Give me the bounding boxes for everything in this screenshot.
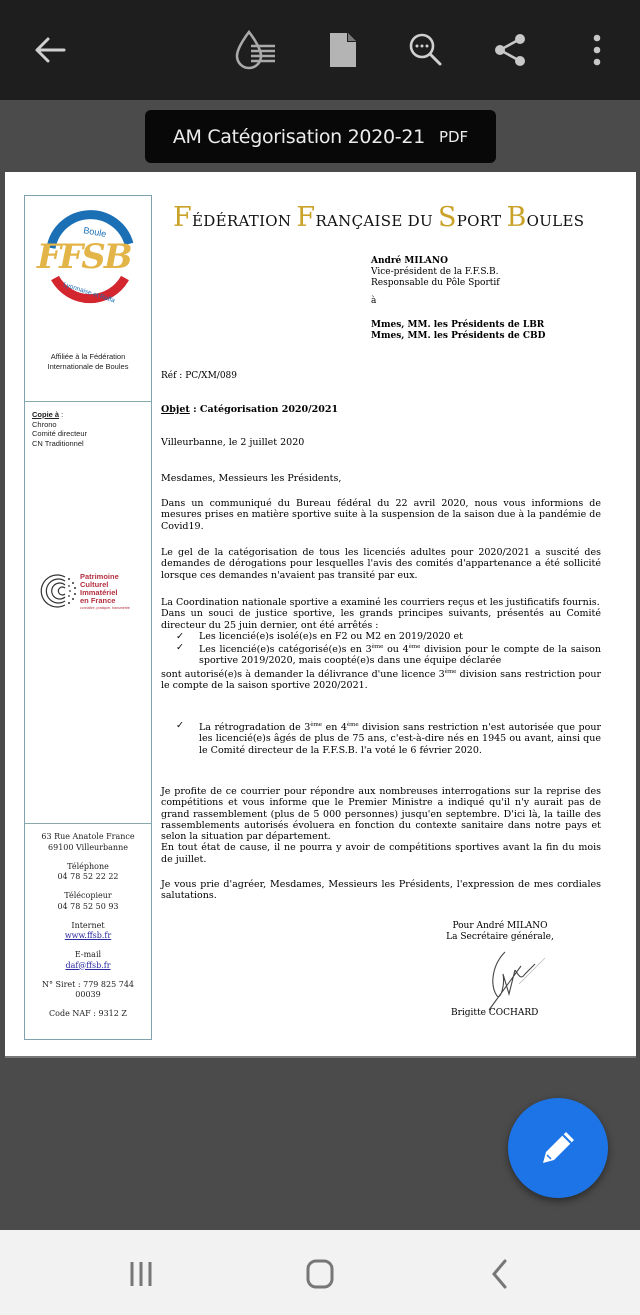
- bullet-item: [161, 631, 601, 642]
- system-back-button[interactable]: [475, 1252, 525, 1296]
- copy-item: Chrono: [32, 419, 57, 429]
- title-word: OULES: [526, 212, 585, 230]
- paragraph-closing: Je vous prie d'agréer, Mesdames, Messieurs les Présidents, l'expression de mes cordiales salutations.: [161, 879, 601, 902]
- paragraph-principles: [161, 597, 601, 691]
- reference: Réf : PC/XM/089: [161, 371, 237, 381]
- heritage-line: en France: [80, 596, 116, 605]
- title-initial: F: [173, 202, 193, 233]
- subject-text: : Catégorisation 2020/2021: [189, 404, 339, 415]
- share-button[interactable]: [486, 26, 534, 74]
- recipient: Mmes, MM. les Présidents de LBR: [371, 320, 545, 330]
- sign-line: La Secrétaire générale,: [446, 932, 554, 943]
- bullet-item: [161, 720, 601, 756]
- ordinal-suffix: ème: [346, 722, 359, 728]
- heritage-line: Immatériel: [80, 588, 118, 597]
- federation-title: [173, 202, 584, 233]
- paragraph: [161, 667, 601, 692]
- handwritten-signature: [475, 944, 555, 1014]
- top-toolbar: [0, 0, 640, 100]
- signature-block: [425, 921, 575, 943]
- sign-line: Pour André MILANO: [452, 921, 548, 931]
- bullet-text: La rétrogradation de 3: [199, 722, 311, 733]
- check-icon: ✓: [176, 720, 184, 731]
- title-word: ÉDÉRATION: [192, 212, 297, 230]
- liquid-mode-button[interactable]: [232, 26, 280, 74]
- more-options-button[interactable]: [573, 26, 621, 74]
- letterhead-sidebar: [24, 195, 152, 1040]
- bullet-item: [161, 642, 601, 667]
- paragraph-competitions: [161, 786, 601, 865]
- ordinal-suffix: ème: [310, 722, 323, 728]
- naf-code: Code NAF : 9312 Z: [49, 1009, 127, 1018]
- back-button[interactable]: [26, 26, 74, 74]
- ffsb-logo: [33, 208, 145, 308]
- heritage-logo-text: [80, 573, 119, 605]
- phone-label: Téléphone: [67, 861, 109, 871]
- logo-text-bottom: Lyonnaise et Raffa: [62, 281, 116, 305]
- paragraph: Je profite de ce courrier pour répondre aux nombreuses interrogations sur la reprise des compétitions et vous informe que le Premier Ministre a indiqué qu'il n'y aurait pas de grand rassemblement (plus de 5 000 personnes) jusqu'en septembre. D'ici là, la taille des rassemblements autorisés évoluera en fonction du contexte sanitaire dans notre pays et selon la situation par département.: [161, 786, 601, 843]
- copy-item: CN Traditionnel: [32, 438, 84, 448]
- siret-number-cont: 00039: [75, 990, 101, 999]
- pdf-page[interactable]: [5, 172, 636, 1058]
- bullet-text: ou 4: [383, 644, 409, 656]
- title-word: RANÇAISE DU: [315, 212, 438, 230]
- document-type: PDF: [438, 127, 469, 146]
- search-button[interactable]: [402, 26, 450, 74]
- sender-block: [371, 256, 545, 342]
- copy-item: Comité directeur: [32, 429, 88, 438]
- subject-label: Objet: [161, 404, 190, 415]
- title-initial: F: [296, 202, 316, 233]
- web-label: Internet: [71, 920, 105, 930]
- title-initial: S: [437, 202, 457, 233]
- bullet-text: Les licencié(e)s catégorisé(e)s en 3: [199, 644, 372, 656]
- share-icon: [493, 33, 527, 67]
- paragraph-text: division sans restriction pour le compte de la saison sportive 2020/2021.: [161, 668, 601, 692]
- to-word: à: [371, 296, 377, 306]
- heritage-tagline: connaître, pratiquer, transmettre: [80, 606, 130, 610]
- home-button[interactable]: [295, 1252, 345, 1296]
- check-icon: ✓: [176, 630, 184, 642]
- address-line: 63 Rue Anatole France: [41, 832, 135, 841]
- email-link[interactable]: daf@ffsb.fr: [65, 960, 111, 970]
- email-label: E-mail: [74, 950, 102, 959]
- back-arrow-icon: [33, 36, 67, 64]
- back-icon: [490, 1258, 510, 1290]
- salutation: Mesdames, Messieurs les Présidents,: [161, 473, 342, 484]
- recent-apps-button[interactable]: [116, 1252, 166, 1296]
- fax-label: Télécopieur: [64, 891, 112, 900]
- signatory-name: Brigitte COCHARD: [451, 1008, 539, 1018]
- bullet-text: division sans restriction n'est autorisée que pour les licencié(e)s âgés de plus de 75 ans, c'est-à-dire nés en 1945 ou avant, ainsi que le Comité directeur de la F.F.S.B. l'a voté le 6 février 2020.: [199, 722, 602, 756]
- bullet-text: en 4: [322, 722, 347, 733]
- sender-title: Responsable du Pôle Sportif: [371, 278, 500, 288]
- paragraph-text: sont autorisé(e)s à demander la délivrance d'une licence 3: [161, 668, 445, 680]
- recipient: Mmes, MM. les Présidents de CBD: [371, 331, 546, 341]
- more-options-icon: [592, 33, 602, 67]
- heritage-line: Patrimoine: [80, 572, 119, 581]
- paragraph: Dans un souci de justice sportive, les grands principes suivants, présentés au Comité directeur du 25 juin dernier, ont été arrêtés :: [161, 608, 601, 631]
- sender-name: André MILANO: [371, 256, 448, 266]
- page-view-button[interactable]: [319, 26, 367, 74]
- title-initial: B: [506, 202, 527, 233]
- paragraph: En tout état de cause, il ne pourra y avoir de compétitions sportives avant la fin du mois de juillet.: [161, 842, 601, 865]
- sender-title: Vice-président de la F.F.S.B.: [371, 267, 499, 277]
- sidebar-divider: [25, 823, 151, 824]
- pencil-icon: [538, 1128, 578, 1168]
- logo-text-top: Boule: [82, 225, 108, 239]
- system-navigation-bar: [0, 1230, 640, 1315]
- copy-heading-colon: :: [59, 410, 64, 419]
- edit-fab-button[interactable]: [508, 1098, 608, 1198]
- document-title-banner: [145, 110, 496, 163]
- paragraph: La Coordination nationale sportive a examiné les courriers reçus et les justificatifs fournis.: [161, 597, 600, 608]
- page-icon: [330, 33, 356, 67]
- sidebar-divider: [25, 401, 151, 402]
- bullet-text: division pour le compte de la saison sportive 2019/2020, mais coopté(e)s dans une équipe déclarée: [199, 644, 601, 667]
- place-date: Villeurbanne, le 2 juillet 2020: [161, 437, 305, 448]
- address-line: 69100 Villeurbanne: [48, 842, 128, 852]
- paragraph: Le gel de la catégorisation de tous les licenciés adultes pour 2020/2021 a suscité des demandes de dérogations pour lesquelles l'avis des comités d'appartenance a été sollicité lorsque ces demandes n'avaient pas transité par eux.: [161, 547, 601, 581]
- ordinal-suffix: ème: [371, 644, 384, 651]
- fax-value: 04 78 52 50 93: [57, 901, 119, 911]
- logo-text-main: FFSB: [37, 237, 131, 277]
- check-icon: ✓: [176, 642, 184, 654]
- liquid-mode-icon: [233, 29, 279, 71]
- heritage-line: Culturel: [80, 580, 109, 589]
- title-word: PORT: [456, 212, 507, 230]
- copy-list: [32, 410, 87, 448]
- ordinal-suffix: ème: [408, 644, 421, 651]
- paragraph-retrogradation: [161, 720, 601, 756]
- copy-heading: Copie à: [32, 410, 60, 419]
- recent-apps-icon: [126, 1259, 156, 1289]
- home-icon: [305, 1258, 335, 1290]
- search-icon: [407, 31, 445, 69]
- siret-number: N° Siret : 779 825 744: [41, 979, 135, 989]
- paragraph: Dans un communiqué du Bureau fédéral du 22 avril 2020, nous vous informions de mesures prises en matière sportive suite à la suspension de la saison due à la pandémie de Covid19.: [161, 498, 601, 532]
- subject-line: [161, 404, 338, 415]
- bullet-text: Les licencié(e)s isolé(e)s en F2 ou M2 en 2019/2020 et: [199, 630, 463, 642]
- website-link[interactable]: www.ffsb.fr: [64, 931, 112, 940]
- affiliation-text: Affiliée à la Fédération Internationale de Boules: [47, 352, 129, 371]
- document-name: AM Catégorisation 2020-21: [172, 125, 425, 148]
- phone-value: 04 78 52 22 22: [57, 872, 119, 881]
- ordinal-suffix: ème: [444, 668, 457, 675]
- contact-block: [25, 832, 151, 1028]
